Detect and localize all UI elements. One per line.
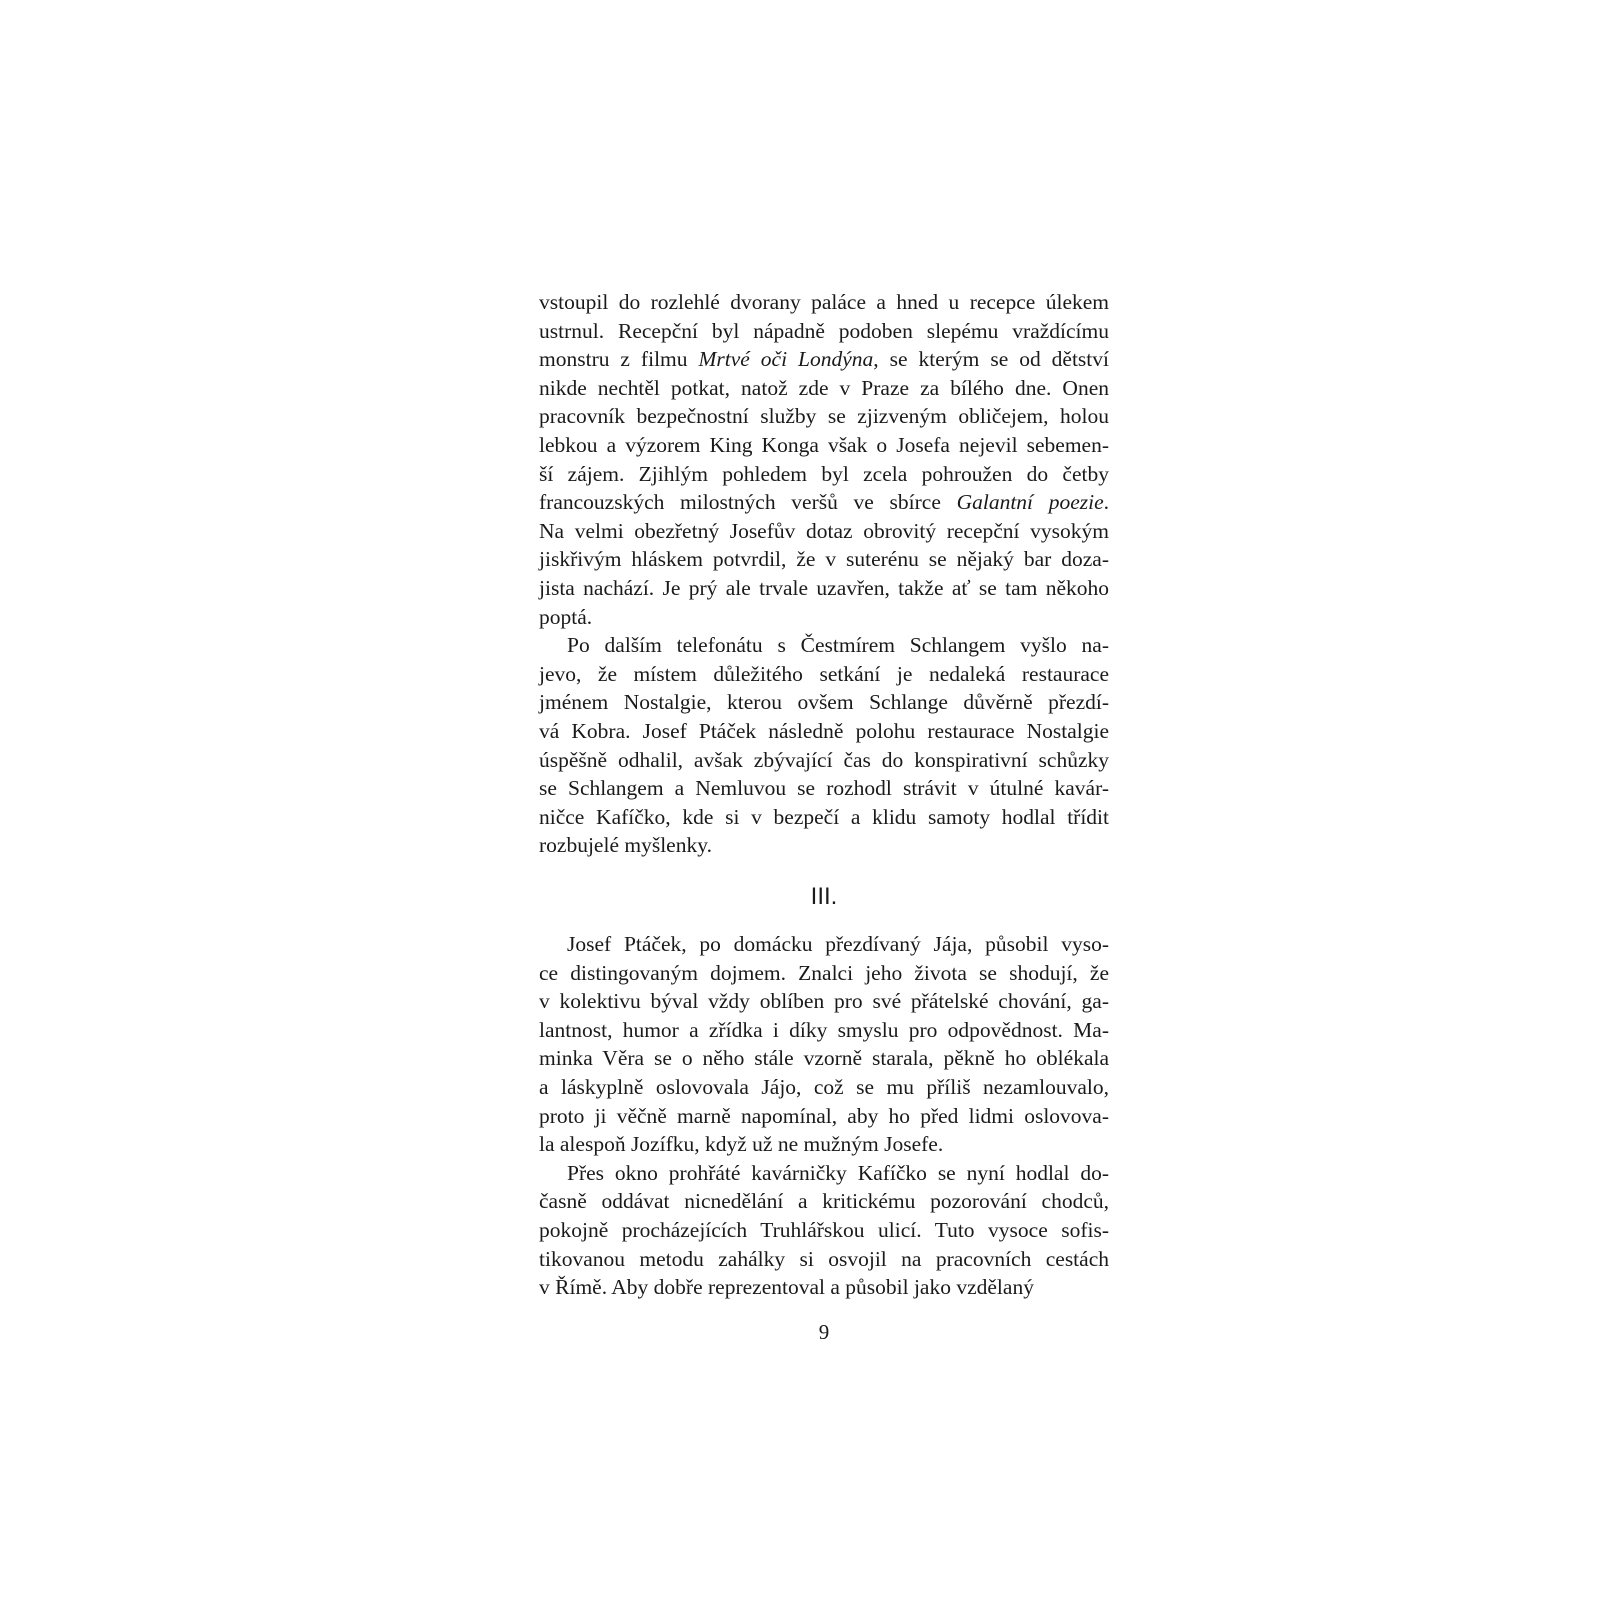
text-segment: monstru z filmu <box>539 347 699 372</box>
italic-title: Galantní poezie <box>956 490 1104 515</box>
text-segment: . <box>1103 490 1110 515</box>
text-segment: francouzských milostných veršů ve sbírce <box>539 490 957 515</box>
text-line: lebkou a výzorem King Konga však o Josefa nejevil sebemen- <box>539 432 1109 457</box>
section-1-text <box>539 288 1109 860</box>
text-line: lantnost, humor a zřídka i díky smyslu pro odpovědnost. Ma- <box>539 1017 1109 1042</box>
text-line: pracovník bezpečnostní služby se zjizveným obličejem, holou <box>539 404 1109 429</box>
text-line: proto ji věčně marně napomínal, aby ho před lidmi oslovova- <box>539 1103 1109 1128</box>
text-line: a láskyplně oslovovala Jájo, což se mu příliš nezamlouvalo, <box>539 1074 1109 1099</box>
page-number: 9 <box>818 1320 830 1344</box>
text-line: Josef Ptáček, po domácku přezdívaný Jája, působil vyso- <box>567 932 1109 956</box>
italic-title: Mrtvé oči Londýna <box>698 347 874 372</box>
text-line: se Schlangem a Nemluvou se rozhodl strávit v útulné kavár- <box>539 776 1109 801</box>
text-line: v kolektivu býval vždy oblíben pro své přátelské chování, ga- <box>539 989 1109 1014</box>
text-line: jista nachází. Je prý ale trvale uzavřen, takže ať se tam někoho <box>539 575 1109 600</box>
text-line: v Římě. Aby dobře reprezentoval a působil jako vzdělaný <box>539 1275 1034 1300</box>
chapter-heading: III. <box>810 883 838 910</box>
text-line: Přes okno prohřáté kavárničky Kafíčko se nyní hodlal do- <box>567 1160 1109 1185</box>
text-line: vstoupil do rozlehlé dvorany paláce a hned u recepce úlekem <box>539 290 1109 314</box>
text-line: vá Kobra. Josef Ptáček následně polohu restaurace Nostalgie <box>539 718 1109 743</box>
text-line <box>539 345 1109 374</box>
text-line: časně oddávat nicnedělání a kritickému pozorování chodců, <box>539 1189 1109 1214</box>
text-line: ničce Kafíčko, kde si v bezpečí a klidu samoty hodlal třídit <box>539 804 1109 829</box>
text-line: nikde nechtěl potkat, natož zde v Praze za bílého dne. Onen <box>539 375 1109 400</box>
text-line: jevo, že místem důležitého setkání je nedaleká restaurace <box>539 661 1109 686</box>
text-line: pokojně procházejících Truhlářskou ulicí. Tuto vysoce sofis- <box>539 1217 1109 1242</box>
text-line: rozbujelé myšlenky. <box>539 833 712 858</box>
text-line: Po dalším telefonátu s Čestmírem Schlangem vyšlo na- <box>567 633 1109 658</box>
text-line: Na velmi obezřetný Josefův dotaz obrovitý recepční vysokým <box>539 518 1109 543</box>
text-segment: , se kterým se od dětství <box>873 347 1109 372</box>
text-line: minka Věra se o něho stále vzorně starala, pěkně ho oblékala <box>539 1046 1109 1071</box>
text-line: ce distingovaným dojmem. Znalci jeho života se shodují, že <box>539 960 1109 985</box>
text-line: jiskřivým hláskem potvrdil, že v suterénu se nějaký bar doza- <box>539 547 1109 572</box>
text-line: ustrnul. Recepční byl nápadně podoben slepému vraždícímu <box>539 318 1109 343</box>
text-line <box>539 488 1109 517</box>
section-2-text <box>539 930 1109 1302</box>
text-line: tikovanou metodu zahálky si osvojil na pracovních cestách <box>539 1246 1109 1271</box>
text-line: poptá. <box>539 604 593 629</box>
text-line: la alespoň Jozífku, když už ne mužným Josefe. <box>539 1132 944 1157</box>
text-line: ší zájem. Zjihlým pohledem byl zcela pohroužen do četby <box>539 461 1109 486</box>
text-line: jménem Nostalgie, kterou ovšem Schlange důvěrně přezdí- <box>539 690 1109 715</box>
text-line: úspěšně odhalil, avšak zbývající čas do konspirativní schůzky <box>539 747 1109 772</box>
